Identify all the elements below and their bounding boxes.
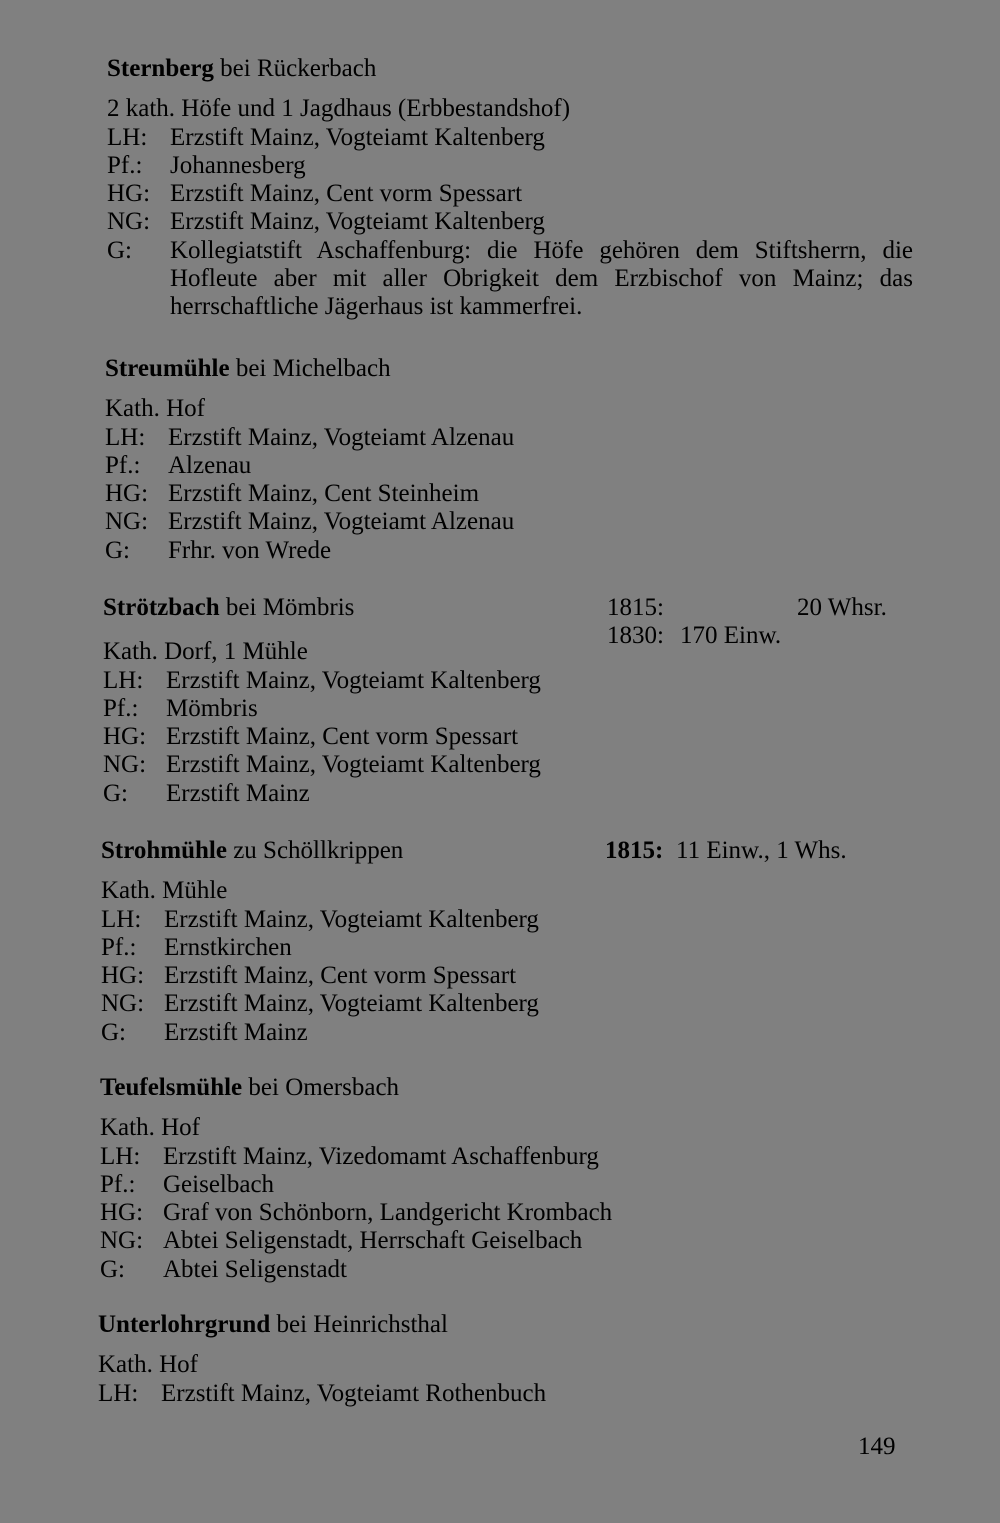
entry-row: [105, 508, 885, 536]
stat-year: 1815:: [605, 837, 664, 864]
entry-row: [103, 667, 603, 695]
row-label: Pf.:: [107, 151, 143, 179]
row-label: LH:: [103, 666, 144, 694]
row-value: Erzstift Mainz, Vogteiamt Alzenau: [168, 508, 515, 536]
entry-row: [100, 1171, 660, 1199]
row-label: NG:: [103, 751, 147, 779]
row-value: Erzstift Mainz, Cent Steinheim: [168, 480, 480, 508]
row-label: NG:: [101, 990, 145, 1018]
row-label: LH:: [100, 1142, 141, 1170]
place-name: Unterlohrgrund: [98, 1311, 271, 1338]
entry-heading: [103, 594, 603, 622]
stat-value: 170 Einw.: [680, 622, 782, 649]
row-value: Ernstkirchen: [164, 933, 292, 961]
row-label: Pf.:: [103, 694, 139, 722]
place-name: Strohmühle: [101, 837, 227, 864]
row-value: Abtei Seligenstadt, Herrschaft Geiselbach: [163, 1227, 583, 1255]
row-label: Pf.:: [105, 451, 141, 479]
row-value: Erzstift Mainz, Vogteiamt Kaltenberg: [164, 905, 539, 933]
page-number: 149: [858, 1433, 896, 1460]
place-name: Streumühle: [105, 355, 230, 382]
entry-row: [101, 990, 601, 1018]
stat-value: 11 Einw., 1 Whs.: [676, 837, 847, 864]
entry-row: [105, 424, 885, 452]
place-name: Teufelsmühle: [100, 1074, 243, 1101]
row-value: Erzstift Mainz: [164, 1018, 308, 1046]
entry-description: 2 kath. Höfe und 1 Jagdhaus (Erbbestandshof): [107, 95, 571, 123]
row-value: Erzstift Mainz, Cent vorm Spessart: [164, 962, 517, 990]
entry-description: Kath. Mühle: [101, 877, 228, 905]
row-label: LH:: [98, 1379, 139, 1407]
row-label: G:: [101, 1018, 126, 1046]
row-value: Erzstift Mainz, Vogteiamt Alzenau: [168, 423, 515, 451]
entry-row: [101, 1019, 601, 1047]
row-value: Erzstift Mainz, Vogteiamt Kaltenberg: [170, 123, 545, 151]
entry-row: [103, 751, 603, 779]
entry-unterlohrgrund: [98, 1311, 658, 1408]
entry-row: [100, 1199, 660, 1227]
place-location: bei Mömbris: [219, 594, 355, 621]
row-label: HG:: [101, 962, 145, 990]
entry-row: [100, 1256, 660, 1284]
place-location: bei Michelbach: [229, 355, 391, 382]
entry-strohmuehle: [101, 837, 601, 1047]
entry-heading: [101, 837, 601, 865]
entry-row: [103, 723, 603, 751]
entry-description: Kath. Hof: [100, 1114, 200, 1142]
entry-streumuehle: [105, 355, 885, 565]
row-label: Pf.:: [100, 1170, 136, 1198]
row-label: LH:: [107, 123, 148, 151]
entry-row: [101, 934, 601, 962]
row-value: Erzstift Mainz: [166, 779, 310, 807]
row-label: G:: [105, 536, 130, 564]
row-value: Erzstift Mainz, Cent vorm Spessart: [170, 180, 523, 208]
row-value: Frhr. von Wrede: [168, 536, 332, 564]
entry-row: [107, 152, 913, 180]
entry-row: [103, 780, 603, 808]
row-value: Erzstift Mainz, Vogteiamt Kaltenberg: [164, 990, 539, 1018]
row-label: HG:: [105, 480, 149, 508]
row-label: HG:: [100, 1199, 144, 1227]
entry-row: [107, 208, 913, 236]
place-location: bei Rückerbach: [213, 55, 377, 82]
entry-row: [100, 1143, 660, 1171]
row-value: Abtei Seligenstadt: [163, 1255, 347, 1283]
place-name: Sternberg: [107, 55, 214, 82]
entry-heading: [100, 1074, 660, 1102]
row-label: Pf.:: [101, 933, 137, 961]
entry-row: [105, 480, 885, 508]
stat-year: 1815:: [607, 594, 664, 621]
entry-row: [107, 237, 913, 322]
row-label: HG:: [107, 180, 151, 208]
stat-year: 1830:: [607, 622, 664, 649]
row-label: LH:: [101, 905, 142, 933]
entry-row: [103, 695, 603, 723]
row-value: Graf von Schönborn, Landgericht Krombach: [163, 1199, 613, 1227]
stat-value: 20 Whsr.: [797, 594, 887, 621]
row-value: Geiselbach: [163, 1170, 275, 1198]
entry-row: [105, 452, 885, 480]
entry-row: [101, 906, 601, 934]
entry-row: [98, 1380, 658, 1408]
entry-row: [105, 537, 885, 565]
row-label: G:: [100, 1255, 125, 1283]
entry-description: Kath. Hof: [98, 1351, 198, 1379]
place-location: bei Omersbach: [242, 1074, 400, 1101]
row-value: Johannesberg: [170, 151, 306, 179]
entry-stroetzbach: [103, 594, 603, 808]
entry-heading: [98, 1311, 658, 1339]
row-label: LH:: [105, 423, 146, 451]
row-value: Erzstift Mainz, Vogteiamt Rothenbuch: [161, 1379, 547, 1407]
row-label: NG:: [100, 1227, 144, 1255]
row-value: Erzstift Mainz, Vogteiamt Kaltenberg: [170, 208, 545, 236]
entry-heading: [105, 355, 885, 383]
place-name: Strötzbach: [103, 594, 220, 621]
row-value: Erzstift Mainz, Vizedomamt Aschaffenburg: [163, 1142, 599, 1170]
row-value: Kollegiatstift Aschaffenburg: die Höfe gehören dem Stiftsherrn, die Hofleute aber mit aller Obrigkeit dem Erzbischof von Mainz; das herrschaftliche Jägerhaus ist kammerfrei.: [170, 236, 913, 321]
row-label: NG:: [105, 508, 149, 536]
entry-description: Kath. Dorf, 1 Mühle: [103, 638, 308, 666]
place-location: zu Schöllkrippen: [226, 837, 404, 864]
row-value: Alzenau: [168, 451, 252, 479]
entry-row: [107, 124, 913, 152]
row-label: HG:: [103, 723, 147, 751]
row-label: G:: [107, 236, 132, 264]
entry-row: [100, 1227, 660, 1255]
entry-row: [101, 962, 601, 990]
row-value: Erzstift Mainz, Vogteiamt Kaltenberg: [166, 666, 541, 694]
entry-heading: [107, 55, 913, 83]
entry-sternberg: [107, 55, 913, 322]
row-value: Erzstift Mainz, Vogteiamt Kaltenberg: [166, 751, 541, 779]
row-label: G:: [103, 779, 128, 807]
row-label: NG:: [107, 208, 151, 236]
entry-description: Kath. Hof: [105, 395, 205, 423]
entry-row: [107, 180, 913, 208]
row-value: Erzstift Mainz, Cent vorm Spessart: [166, 723, 519, 751]
entry-teufelsmuehle: [100, 1074, 660, 1284]
row-value: Mömbris: [166, 694, 258, 722]
place-location: bei Heinrichsthal: [270, 1311, 448, 1338]
